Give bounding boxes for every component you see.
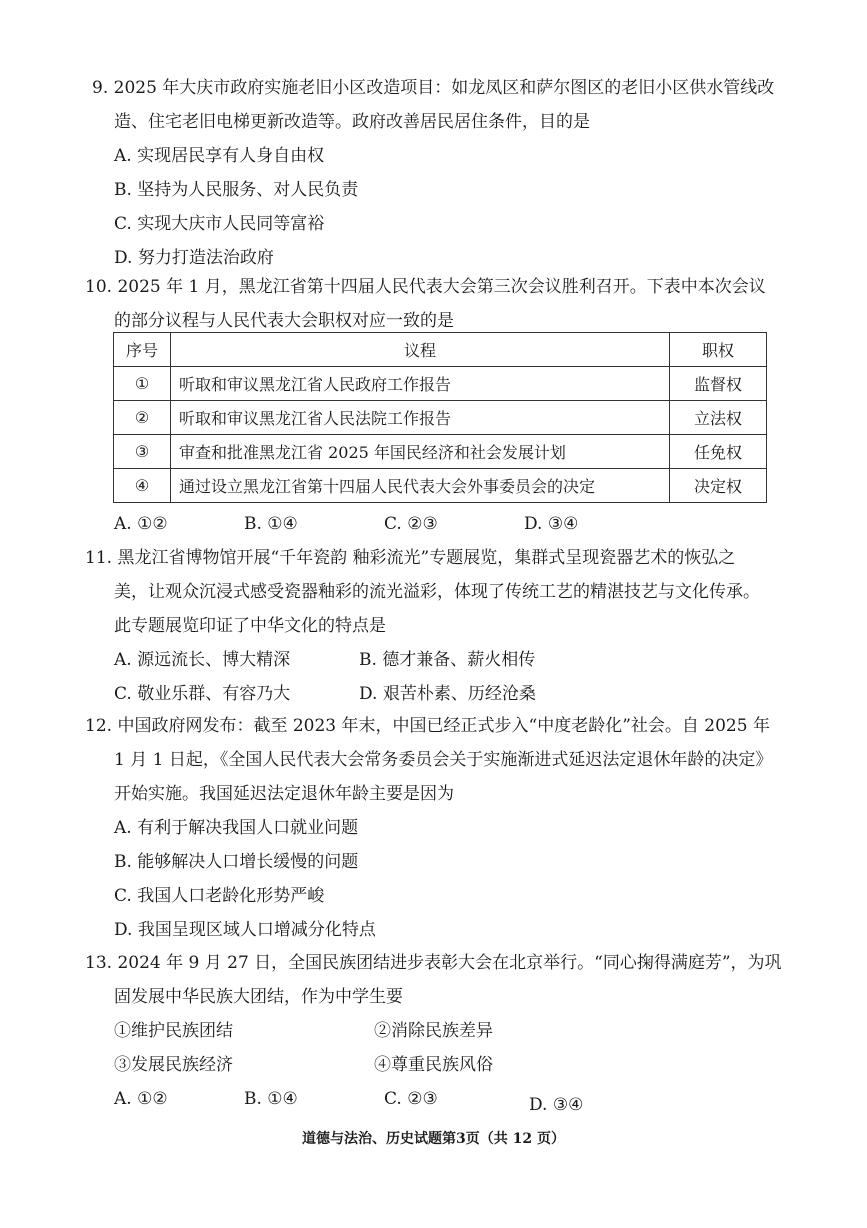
question-10 <box>85 270 795 338</box>
row-agenda: 通过设立黑龙江省第十四届人民代表大会外事委员会的决定 <box>171 469 670 503</box>
question-13 <box>85 946 795 1116</box>
question-12-stem-line2: 1 月 1 日起，《全国人民代表大会常务委员会关于实施渐进式延迟法定退休年龄的决定》 <box>114 750 773 770</box>
question-13-item-4: ④尊重民族风俗 <box>374 1055 493 1075</box>
question-10-option-b: B. ①④ <box>244 514 298 534</box>
question-10-option-a: A. ①② <box>114 514 168 534</box>
question-13-stem-line1: 13. 2024 年 9 月 27 日，全国民族团结进步表彰大会在北京举行。“同心掬得满庭芳”，为巩 <box>85 953 782 973</box>
row-agenda: 审查和批准黑龙江省 2025 年国民经济和社会发展计划 <box>171 435 670 469</box>
question-13-option-c: C. ②③ <box>384 1089 438 1109</box>
row-power: 立法权 <box>670 401 767 435</box>
header-agenda: 议程 <box>171 333 670 367</box>
question-9-option-a: A. 实现居民享有人身自由权 <box>114 146 325 166</box>
row-power: 决定权 <box>670 469 767 503</box>
question-10-stem-line1: 10. 2025 年 1 月，黑龙江省第十四届人民代表大会第三次会议胜利召开。下表中本次会议 <box>85 277 766 297</box>
question-11 <box>85 541 795 711</box>
header-index: 序号 <box>114 333 171 367</box>
question-9-option-c: C. 实现大庆市人民同等富裕 <box>114 214 325 234</box>
table-header-row <box>114 333 767 367</box>
question-10-option-c: C. ②③ <box>384 514 438 534</box>
question-9-stem-line1: 9. 2025 年大庆市政府实施老旧小区改造项目：如龙凤区和萨尔图区的老旧小区供水管线改 <box>92 78 775 98</box>
table-row <box>114 367 767 401</box>
question-9 <box>92 71 792 275</box>
question-12-stem-line1: 12. 中国政府网发布：截至 2023 年末，中国已经正式步入“中度老龄化”社会。自 2025 年 <box>85 716 770 736</box>
table-row <box>114 469 767 503</box>
row-power: 任免权 <box>670 435 767 469</box>
question-12-stem-line3: 开始实施。我国延迟法定退休年龄主要是因为 <box>114 784 454 804</box>
table-row <box>114 401 767 435</box>
question-13-option-b: B. ①④ <box>244 1089 298 1109</box>
question-13-item-3: ③发展民族经济 <box>114 1055 233 1075</box>
table-row <box>114 435 767 469</box>
question-12 <box>85 709 795 947</box>
question-11-options-row1 <box>85 643 795 677</box>
question-9-option-b: B. 坚持为人民服务、对人民负责 <box>114 180 359 200</box>
question-12-option-d: D. 我国呈现区域人口增减分化特点 <box>114 920 376 940</box>
question-13-option-d: D. ③④ <box>529 1095 584 1115</box>
agenda-table <box>113 332 767 503</box>
question-10-stem-line2: 的部分议程与人民代表大会职权对应一致的是 <box>114 311 454 331</box>
question-9-option-d: D. 努力打造法治政府 <box>114 248 274 268</box>
page-footer: 道德与法治、历史试题第3页（共 12 页） <box>302 1131 565 1147</box>
row-index: ① <box>114 367 171 401</box>
header-power: 职权 <box>670 333 767 367</box>
question-12-option-c: C. 我国人口老龄化形势严峻 <box>114 886 325 906</box>
question-11-stem-line3: 此专题展览印证了中华文化的特点是 <box>114 616 386 636</box>
question-9-stem-line2: 造、住宅老旧电梯更新改造等。政府改善居民居住条件，目的是 <box>114 112 590 132</box>
question-13-item-1: ①维护民族团结 <box>114 1021 233 1041</box>
question-11-option-d: D. 艰苦朴素、历经沧桑 <box>359 684 536 704</box>
question-13-items-row1 <box>85 1014 795 1048</box>
question-13-items-row2 <box>85 1048 795 1082</box>
question-12-option-a: A. 有利于解决我国人口就业问题 <box>114 818 359 838</box>
row-index: ③ <box>114 435 171 469</box>
question-12-option-b: B. 能够解决人口增长缓慢的问题 <box>114 852 359 872</box>
question-13-options <box>85 1082 795 1116</box>
question-11-stem-line1: 11. 黑龙江省博物馆开展“千年瓷韵 釉彩流光”专题展览，集群式呈现瓷器艺术的恢弘之 <box>85 548 736 568</box>
row-index: ② <box>114 401 171 435</box>
question-11-option-a: A. 源远流长、博大精深 <box>114 650 291 670</box>
row-index: ④ <box>114 469 171 503</box>
question-11-stem-line2: 美，让观众沉浸式感受瓷器釉彩的流光溢彩，体现了传统工艺的精湛技艺与文化传承。 <box>114 582 760 602</box>
question-13-item-2: ②消除民族差异 <box>374 1021 493 1041</box>
row-agenda: 听取和审议黑龙江省人民法院工作报告 <box>171 401 670 435</box>
question-11-options-row2 <box>85 677 795 711</box>
row-agenda: 听取和审议黑龙江省人民政府工作报告 <box>171 367 670 401</box>
question-10-option-d: D. ③④ <box>524 514 579 534</box>
question-13-option-a: A. ①② <box>114 1089 168 1109</box>
question-11-option-b: B. 德才兼备、薪火相传 <box>359 650 536 670</box>
question-13-stem-line2: 固发展中华民族大团结，作为中学生要 <box>114 987 403 1007</box>
question-11-option-c: C. 敬业乐群、有容乃大 <box>114 684 291 704</box>
row-power: 监督权 <box>670 367 767 401</box>
question-10-options <box>92 507 578 541</box>
